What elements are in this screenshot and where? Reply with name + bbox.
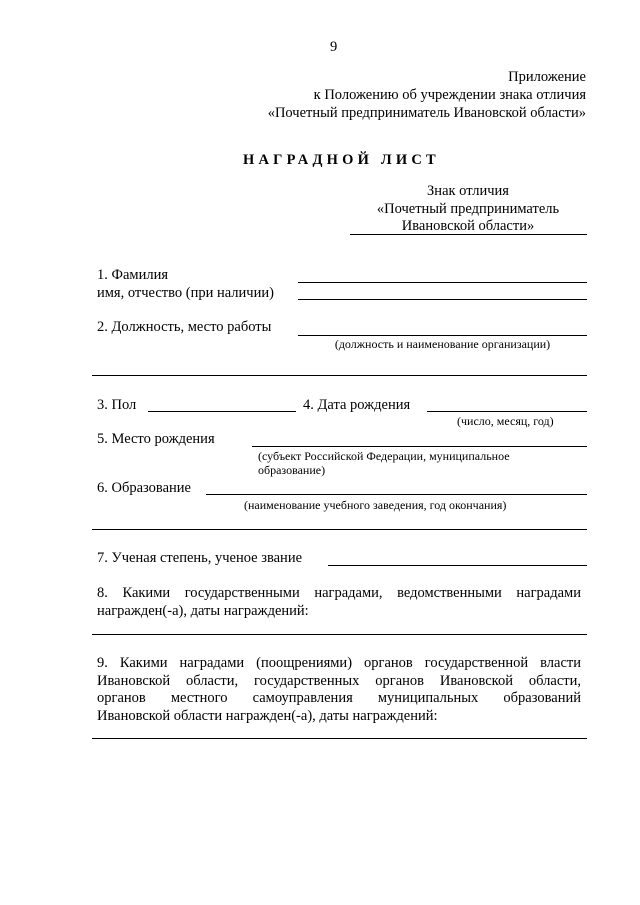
field-9-label-line-2: Ивановской области, государственных органов Ивановской области, [97,673,581,689]
award-line-1: Знак отличия [427,183,509,199]
field-7-label: 7. Ученая степень, ученое звание [97,550,303,566]
award-line-2: «Почетный предприниматель [376,201,560,217]
field-3-label: 3. Пол [97,397,137,413]
field-5-birthplace-line[interactable] [252,446,587,447]
field-7-degree-line[interactable] [328,565,587,566]
field-9-label-line-3: органов местного самоуправления муниципальных образований [97,690,581,706]
field-8-answer-line[interactable] [92,634,587,635]
field-6-education-line[interactable] [206,494,587,495]
award-line-3: Ивановской области» [401,218,535,234]
field-1-name-line[interactable] [298,299,587,300]
field-3-gender-line[interactable] [148,411,296,412]
field-9-label-line-4: Ивановской области награжден(-а), даты награждений: [97,708,438,724]
field-8-label-line-2: награжден(-а), даты награждений: [97,603,309,619]
field-1-label-line-1: 1. Фамилия [97,267,168,283]
field-9-label-line-1: 9. Какими наградами (поощрениями) органов государственной власти [97,655,581,671]
field-5-hint-line-1: (субъект Российской Федерации, муниципальное [258,449,510,463]
field-5-label: 5. Место рождения [97,431,215,447]
page-number: 9 [330,39,338,55]
field-2-continuation-line[interactable] [92,375,587,376]
field-4-birthdate-line[interactable] [427,411,587,412]
field-2-position-line[interactable] [298,335,587,336]
field-2-hint: (должность и наименование организации) [334,337,551,351]
document-title: НАГРАДНОЙ ЛИСТ [243,152,440,168]
field-9-answer-line[interactable] [92,738,587,739]
appendix-line-2: к Положению об учреждении знака отличия [313,87,586,103]
field-1-label-line-2: имя, отчество (при наличии) [97,285,274,301]
field-6-continuation-line[interactable] [92,529,587,530]
field-5-hint-line-2: образование) [258,463,326,477]
field-4-label: 4. Дата рождения [303,397,411,413]
field-4-hint: (число, месяц, год) [457,414,554,428]
field-1-surname-line[interactable] [298,282,587,283]
field-6-label: 6. Образование [97,480,191,496]
award-underline [350,234,587,235]
field-8-label-line-1: 8. Какими государственными наградами, ведомственными наградами [97,585,581,601]
appendix-line-3: «Почетный предприниматель Ивановской области» [267,105,586,121]
appendix-line-1: Приложение [508,69,586,85]
field-6-hint: (наименование учебного заведения, год окончания) [244,498,507,512]
field-2-label: 2. Должность, место работы [97,319,272,335]
